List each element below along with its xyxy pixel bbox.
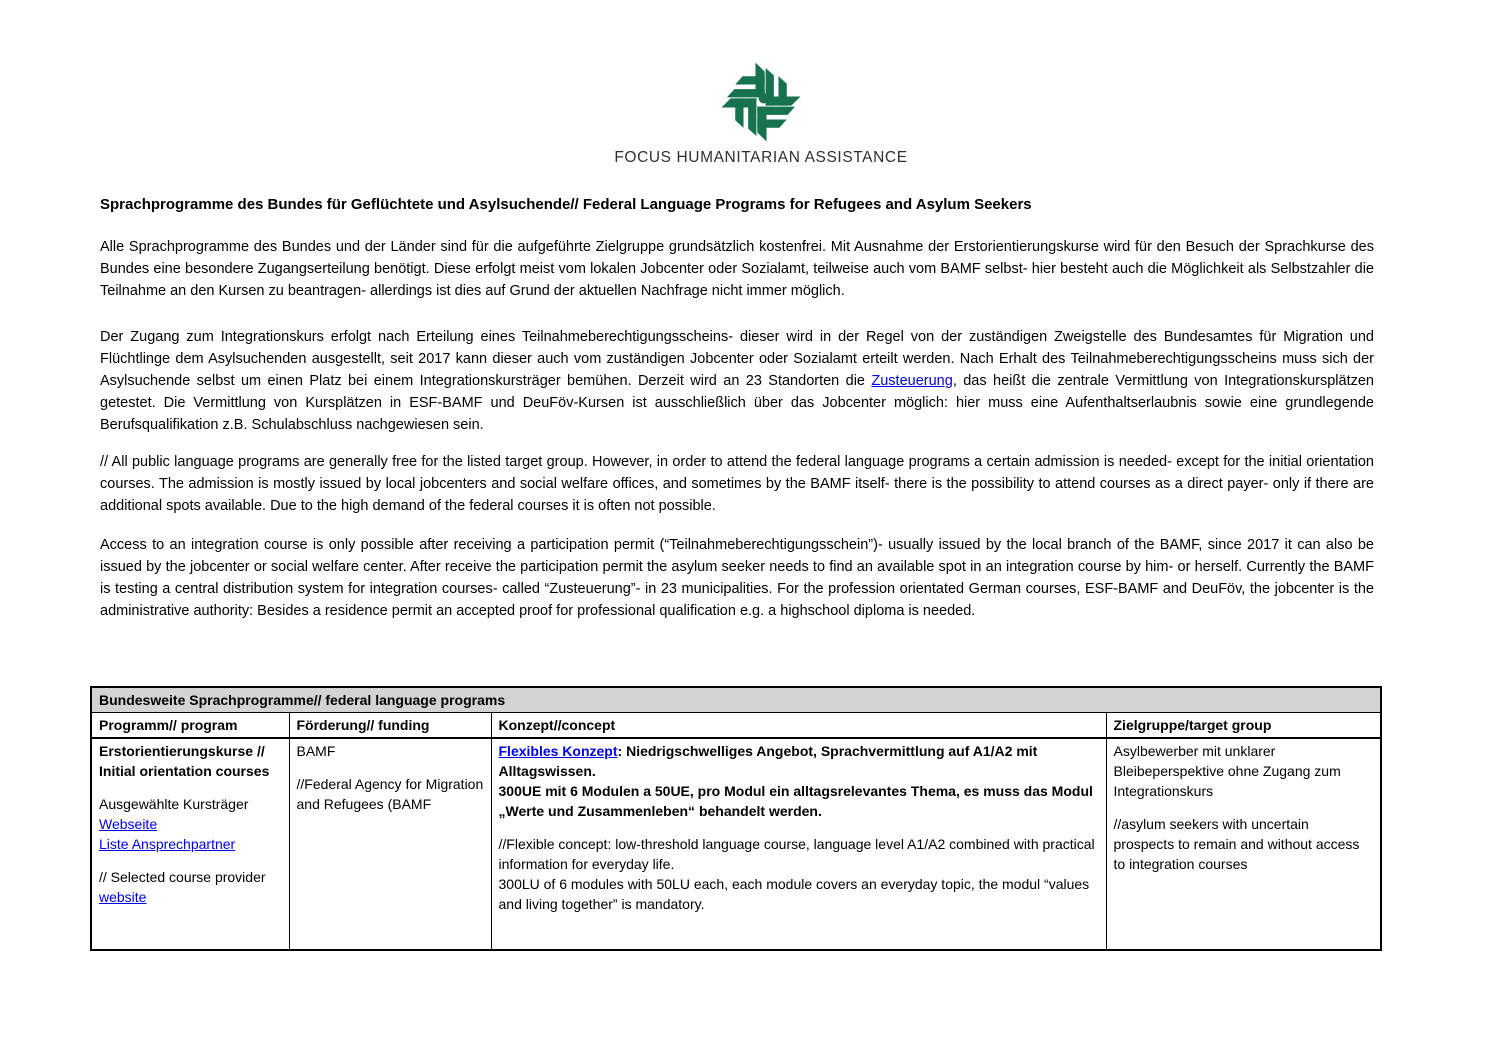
column-header-program: Programm// program: [91, 713, 289, 739]
cell-program: [91, 738, 289, 950]
paragraph-de-intro: [100, 236, 1374, 302]
paragraph-en-intro: [100, 451, 1374, 517]
paragraph-text: , das heißt die zentrale Vermittlung von Integrationskursplätzen getestet. Die Vermittlung von Kursplätzen in ESF-BAMF und DeuFöv-Kursen ist ausschließlich über das Jobcenter möglich: hier muss eine Aufenthaltserlaubnis sowie eine grundlegende Berufsqualifikation z.B. Schulabschluss nachgewiesen sein.: [100, 373, 1374, 433]
program-title: Erstorientierungskurse // Initial orientation courses: [99, 743, 270, 779]
table-header-row: [91, 713, 1381, 739]
table-caption-row: [91, 687, 1381, 713]
paragraph-text: // All public language programs are generally free for the listed target group. However, in order to attend the federal language programs a certain admission is needed- except for the initial orientation courses. The admission is mostly issued by local jobcenters and social welfare offices, and sometimes by the BAMF itself- there is the possibility to attend courses as a direct payer- only if there are additional spots available. Due to the high demand of the federal courses it is often not possible.: [100, 454, 1374, 514]
concept-de-modules: 300UE mit 6 Modulen a 50UE, pro Modul ein alltagsrelevantes Thema, es muss das Modul „Werte und Zusammenleben“ behandelt werden.: [498, 783, 1093, 819]
column-header-funding: Förderung// funding: [289, 713, 491, 739]
funding-en: //Federal Agency for Migration and Refugees (BAMF: [296, 776, 484, 812]
paragraph-text: Access to an integration course is only possible after receiving a participation permit (“Teilnahmeberechtigungsschein”)- usually issued by the local branch of the BAMF, since 2017 it can also be issued by the jobcenter or social welfare center. After receive the participation permit the asylum seeker needs to find an available spot in an integration course by him- or herself. Currently the BAMF is testing a central distribution system for integration courses- called “Zusteuerung”- in 23 municipalities. For the profession orientated German courses, ESF-BAMF and DeuFöv, the jobcenter is the administrative authority: Besides a residence permit an accepted proof for professional qualification e.g. a highschool diploma is needed.: [100, 537, 1374, 619]
target-group-en: //asylum seekers with uncertain prospects to remain and without access to integration courses: [1113, 816, 1360, 872]
column-header-target-group: Zielgruppe/target group: [1106, 713, 1381, 739]
concept-de-text: : Niedrigschwelliges Angebot, Sprachvermittlung auf A1/A2 mit Alltagswissen.: [498, 743, 1038, 779]
paragraph-text: Alle Sprachprogramme des Bundes und der Länder sind für die aufgeführte Zielgruppe grundsätzlich kostenfrei. Mit Ausnahme der Erstorientierungskurse wird für den Besuch der Sprachkurse des Bundes eine besondere Zugangserteilung benötigt. Diese erfolgt meist vom lokalen Jobcenter oder Sozialamt, teilweise auch vom BAMF selbst- hier besteht auch die Möglichkeit als Selbstzahler die Teilnahme an den Kursen zu beantragen- allerdings ist dies auf Grund der aktuellen Nachfrage nicht immer möglich.: [100, 239, 1374, 299]
spacer: [297, 761, 484, 774]
program-provider-en: // Selected course provider: [99, 869, 266, 885]
zusteuerung-link[interactable]: Zusteuerung: [871, 373, 953, 389]
spacer: [1114, 801, 1374, 814]
logo-wordmark: FOCUS HUMANITARIAN ASSISTANCE: [614, 149, 908, 166]
federal-language-programs-table: [90, 686, 1382, 951]
cell-target-group: [1106, 738, 1381, 950]
cell-funding: [289, 738, 491, 950]
paragraph-text: Der Zugang zum Integrationskurs erfolgt nach Erteilung eines Teilnahmeberechtigungsscheins- dieser wird in der Regel von der zuständigen Zweigstelle des Bundesamtes für Migration und Flüchtlinge dem Asylsuchenden ausgestellt, seit 2017 kann dieser auch vom zuständigen Jobcenter oder Sozialamt erteilt werden. Nach Erhalt des Teilnahmeberechtigungsscheins muss sich der Asylsuchende selbst um einen Platz bei einem Integrationskursträger bemühen. Derzeit wird an 23 Standorten die: [100, 329, 1374, 389]
table-caption: Bundesweite Sprachprogramme// federal language programs: [91, 687, 1381, 713]
spacer: [99, 781, 282, 794]
focus-logo-icon: [712, 56, 810, 148]
paragraph-en-access: [100, 534, 1374, 622]
spacer: [99, 854, 282, 867]
column-header-concept: Konzept//concept: [491, 713, 1106, 739]
program-provider-de: Ausgewählte Kursträger: [99, 796, 249, 812]
concept-en-modules: 300LU of 6 modules with 50LU each, each module covers an everyday topic, the modul “values and living together” is mandatory.: [498, 876, 1090, 912]
target-group-de: Asylbewerber mit unklarer Bleibeperspektive ohne Zugang zum Integrationskurs: [1113, 743, 1341, 799]
paragraph-de-access: [100, 326, 1374, 436]
webseite-link[interactable]: Webseite: [99, 816, 158, 832]
concept-en-text: //Flexible concept: low-threshold language course, language level A1/A2 combined with practical information for everyday life.: [498, 836, 1095, 872]
funding-de: BAMF: [296, 743, 336, 759]
liste-ansprechpartner-link[interactable]: Liste Ansprechpartner: [99, 836, 236, 852]
spacer: [499, 821, 1099, 834]
website-link[interactable]: website: [99, 889, 147, 905]
cell-concept: [491, 738, 1106, 950]
flexibles-konzept-link[interactable]: Flexibles Konzept: [498, 743, 618, 759]
page-title: Sprachprogramme des Bundes für Geflüchtete und Asylsuchende// Federal Language Programs for Refugees and Asylum Seekers: [100, 196, 1032, 213]
table-row: [91, 738, 1381, 950]
